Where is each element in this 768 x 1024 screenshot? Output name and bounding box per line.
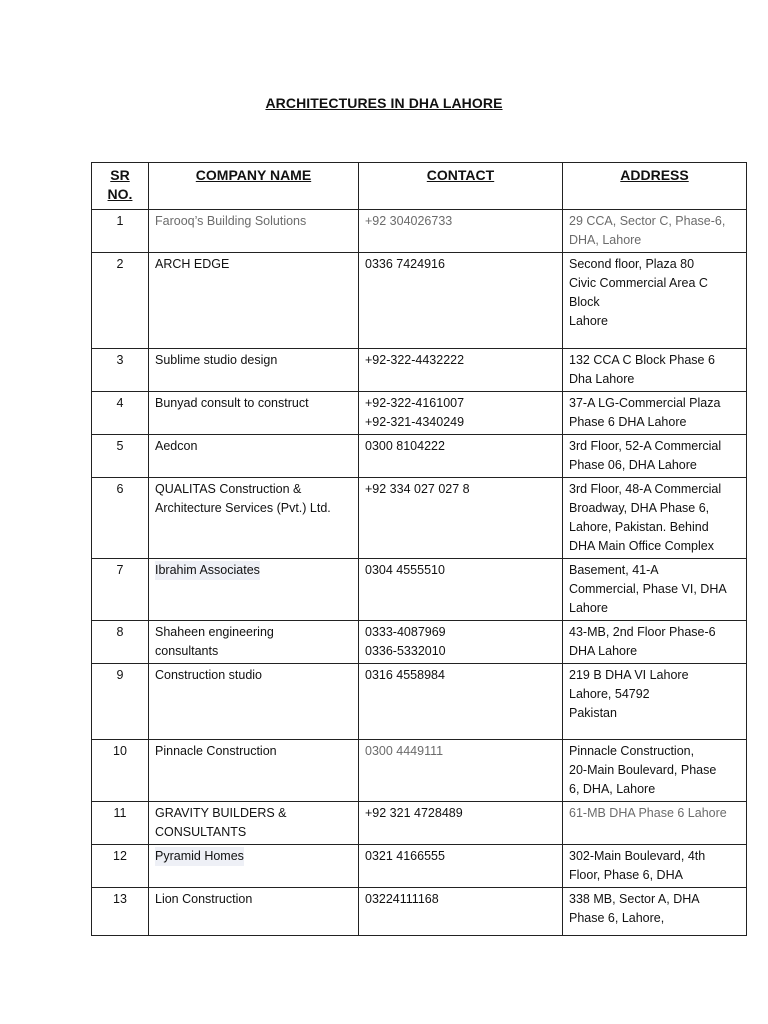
cell-address-line: DHA Main Office Complex [569,539,714,553]
table-row [92,435,747,478]
cell-sr-no: 2 [92,253,149,349]
cell-contact-line: 0336 7424916 [365,257,445,271]
cell-contact [359,210,563,253]
cell-contact [359,621,563,664]
cell-contact-line: 0333-4087969 [365,625,446,639]
cell-company-name-line: Bunyad consult to construct [155,396,309,410]
cell-company-name [149,888,359,936]
cell-contact [359,349,563,392]
header-contact: CONTACT [359,163,563,210]
cell-address-line: 338 MB, Sector A, DHA [569,892,700,906]
cell-address [563,435,747,478]
cell-company-name [149,845,359,888]
cell-address [563,210,747,253]
table-row [92,621,747,664]
table-row [92,253,747,349]
cell-sr-no: 12 [92,845,149,888]
cell-company-name [149,740,359,802]
cell-contact-line: +92 321 4728489 [365,806,463,820]
cell-address-line: Lahore [569,314,608,328]
cell-sr-no: 4 [92,392,149,435]
cell-address-line: 302-Main Boulevard, 4th [569,849,706,863]
cell-sr-no: 1 [92,210,149,253]
cell-contact-line: +92 334 027 027 8 [365,482,470,496]
cell-company-name-line: GRAVITY BUILDERS & [155,806,287,820]
cell-contact-line: +92-322-4161007 [365,396,465,410]
architects-table [91,162,747,936]
cell-address-line: Phase 6, Lahore, [569,911,665,925]
cell-address-line: Phase 6 DHA Lahore [569,415,687,429]
cell-company-name [149,253,359,349]
cell-sr-no: 6 [92,478,149,559]
cell-address-line: 3rd Floor, 52-A Commercial [569,439,722,453]
cell-contact-line: 03224111168 [365,892,439,906]
table-row [92,845,747,888]
cell-address [563,802,747,845]
cell-sr-no: 8 [92,621,149,664]
table-row [92,559,747,621]
cell-company-name-line: Pinnacle Construction [155,744,277,758]
cell-contact [359,664,563,740]
cell-contact [359,740,563,802]
cell-company-name [149,210,359,253]
header-sr-no: SR NO. [92,163,149,210]
cell-company-name-line: Aedcon [155,439,198,453]
cell-company-name [149,664,359,740]
cell-company-name-line: QUALITAS Construction & [155,482,302,496]
cell-address [563,349,747,392]
cell-address-line: Basement, 41-A [569,563,659,577]
table-header-row [92,163,747,210]
cell-company-name-line: Architecture Services (Pvt.) Ltd. [155,501,331,515]
cell-company-name-line: consultants [155,644,219,658]
cell-company-name-line: ARCH EDGE [155,257,230,271]
cell-address-line: Pinnacle Construction, [569,744,695,758]
table-row [92,740,747,802]
cell-address [563,845,747,888]
cell-address-line: 132 CCA C Block Phase 6 [569,353,715,367]
cell-sr-no: 10 [92,740,149,802]
cell-contact-line: +92-322-4432222 [365,353,465,367]
cell-company-name-line: Ibrahim Associates [155,561,260,580]
cell-contact [359,478,563,559]
cell-address-line: DHA, Lahore [569,233,642,247]
document-title: ARCHITECTURES IN DHA LAHORE [265,95,503,111]
cell-address [563,740,747,802]
cell-company-name-line: CONSULTANTS [155,825,247,839]
cell-company-name [149,392,359,435]
cell-company-name [149,621,359,664]
cell-address-line: 6, DHA, Lahore [569,782,656,796]
cell-address-line: Civic Commercial Area C [569,276,708,290]
cell-address-line: Phase 06, DHA Lahore [569,458,697,472]
cell-address [563,253,747,349]
table-body [92,210,747,936]
cell-address-line: 43-MB, 2nd Floor Phase-6 [569,625,716,639]
header-company-name: COMPANY NAME [149,163,359,210]
table-row [92,802,747,845]
table-row [92,210,747,253]
table-row [92,664,747,740]
cell-company-name-line: Construction studio [155,668,263,682]
cell-company-name [149,559,359,621]
cell-address-line: Broadway, DHA Phase 6, [569,501,710,515]
cell-contact-line: 0336-5332010 [365,644,446,658]
cell-address-line: Block [569,295,600,309]
cell-contact-line: 0321 4166555 [365,849,445,863]
cell-sr-no: 9 [92,664,149,740]
cell-company-name-line: Farooq’s Building Solutions [155,214,307,228]
cell-address-line: 61-MB DHA Phase 6 Lahore [569,806,727,820]
cell-company-name-line: Shaheen engineering [155,625,274,639]
cell-address-line: 219 B DHA VI Lahore [569,668,689,682]
cell-company-name [149,349,359,392]
cell-address [563,478,747,559]
cell-contact-line: +92 304026733 [365,214,453,228]
cell-sr-no: 11 [92,802,149,845]
cell-contact-line: 0300 4449111 [365,744,444,758]
table-row [92,392,747,435]
cell-address-line: 20-Main Boulevard, Phase [569,763,717,777]
table-row [92,888,747,936]
cell-contact [359,888,563,936]
cell-company-name [149,478,359,559]
cell-address [563,392,747,435]
cell-sr-no: 7 [92,559,149,621]
table-row [92,349,747,392]
cell-address-line: Lahore [569,601,608,615]
cell-address-line: 3rd Floor, 48-A Commercial [569,482,722,496]
cell-company-name-line: Sublime studio design [155,353,278,367]
cell-contact-line: 0300 8104222 [365,439,445,453]
cell-address-line: Lahore, 54792 [569,687,650,701]
cell-address-line: Lahore, Pakistan. Behind [569,520,709,534]
cell-contact-line: 0304 4555510 [365,563,445,577]
cell-contact [359,802,563,845]
cell-contact-line: 0316 4558984 [365,668,445,682]
cell-company-name [149,802,359,845]
cell-address-line: Second floor, Plaza 80 [569,257,695,271]
cell-address [563,888,747,936]
cell-address-line: Commercial, Phase VI, DHA [569,582,727,596]
cell-address-line: DHA Lahore [569,644,638,658]
cell-contact-line: +92-321-4340249 [365,415,465,429]
cell-sr-no: 3 [92,349,149,392]
cell-company-name-line: Pyramid Homes [155,847,244,866]
cell-address-line: Pakistan [569,706,617,720]
cell-address-line: 29 CCA, Sector C, Phase-6, [569,214,726,228]
header-address: ADDRESS [563,163,747,210]
cell-address-line: Floor, Phase 6, DHA [569,868,683,882]
cell-sr-no: 5 [92,435,149,478]
table-row [92,478,747,559]
cell-contact [359,253,563,349]
cell-contact [359,559,563,621]
cell-contact [359,845,563,888]
cell-address [563,621,747,664]
cell-address [563,664,747,740]
cell-contact [359,435,563,478]
cell-company-name-line: Lion Construction [155,892,253,906]
cell-address-line: 37-A LG-Commercial Plaza [569,396,721,410]
cell-company-name [149,435,359,478]
cell-sr-no: 13 [92,888,149,936]
cell-address-line: Dha Lahore [569,372,635,386]
cell-address [563,559,747,621]
cell-contact [359,392,563,435]
